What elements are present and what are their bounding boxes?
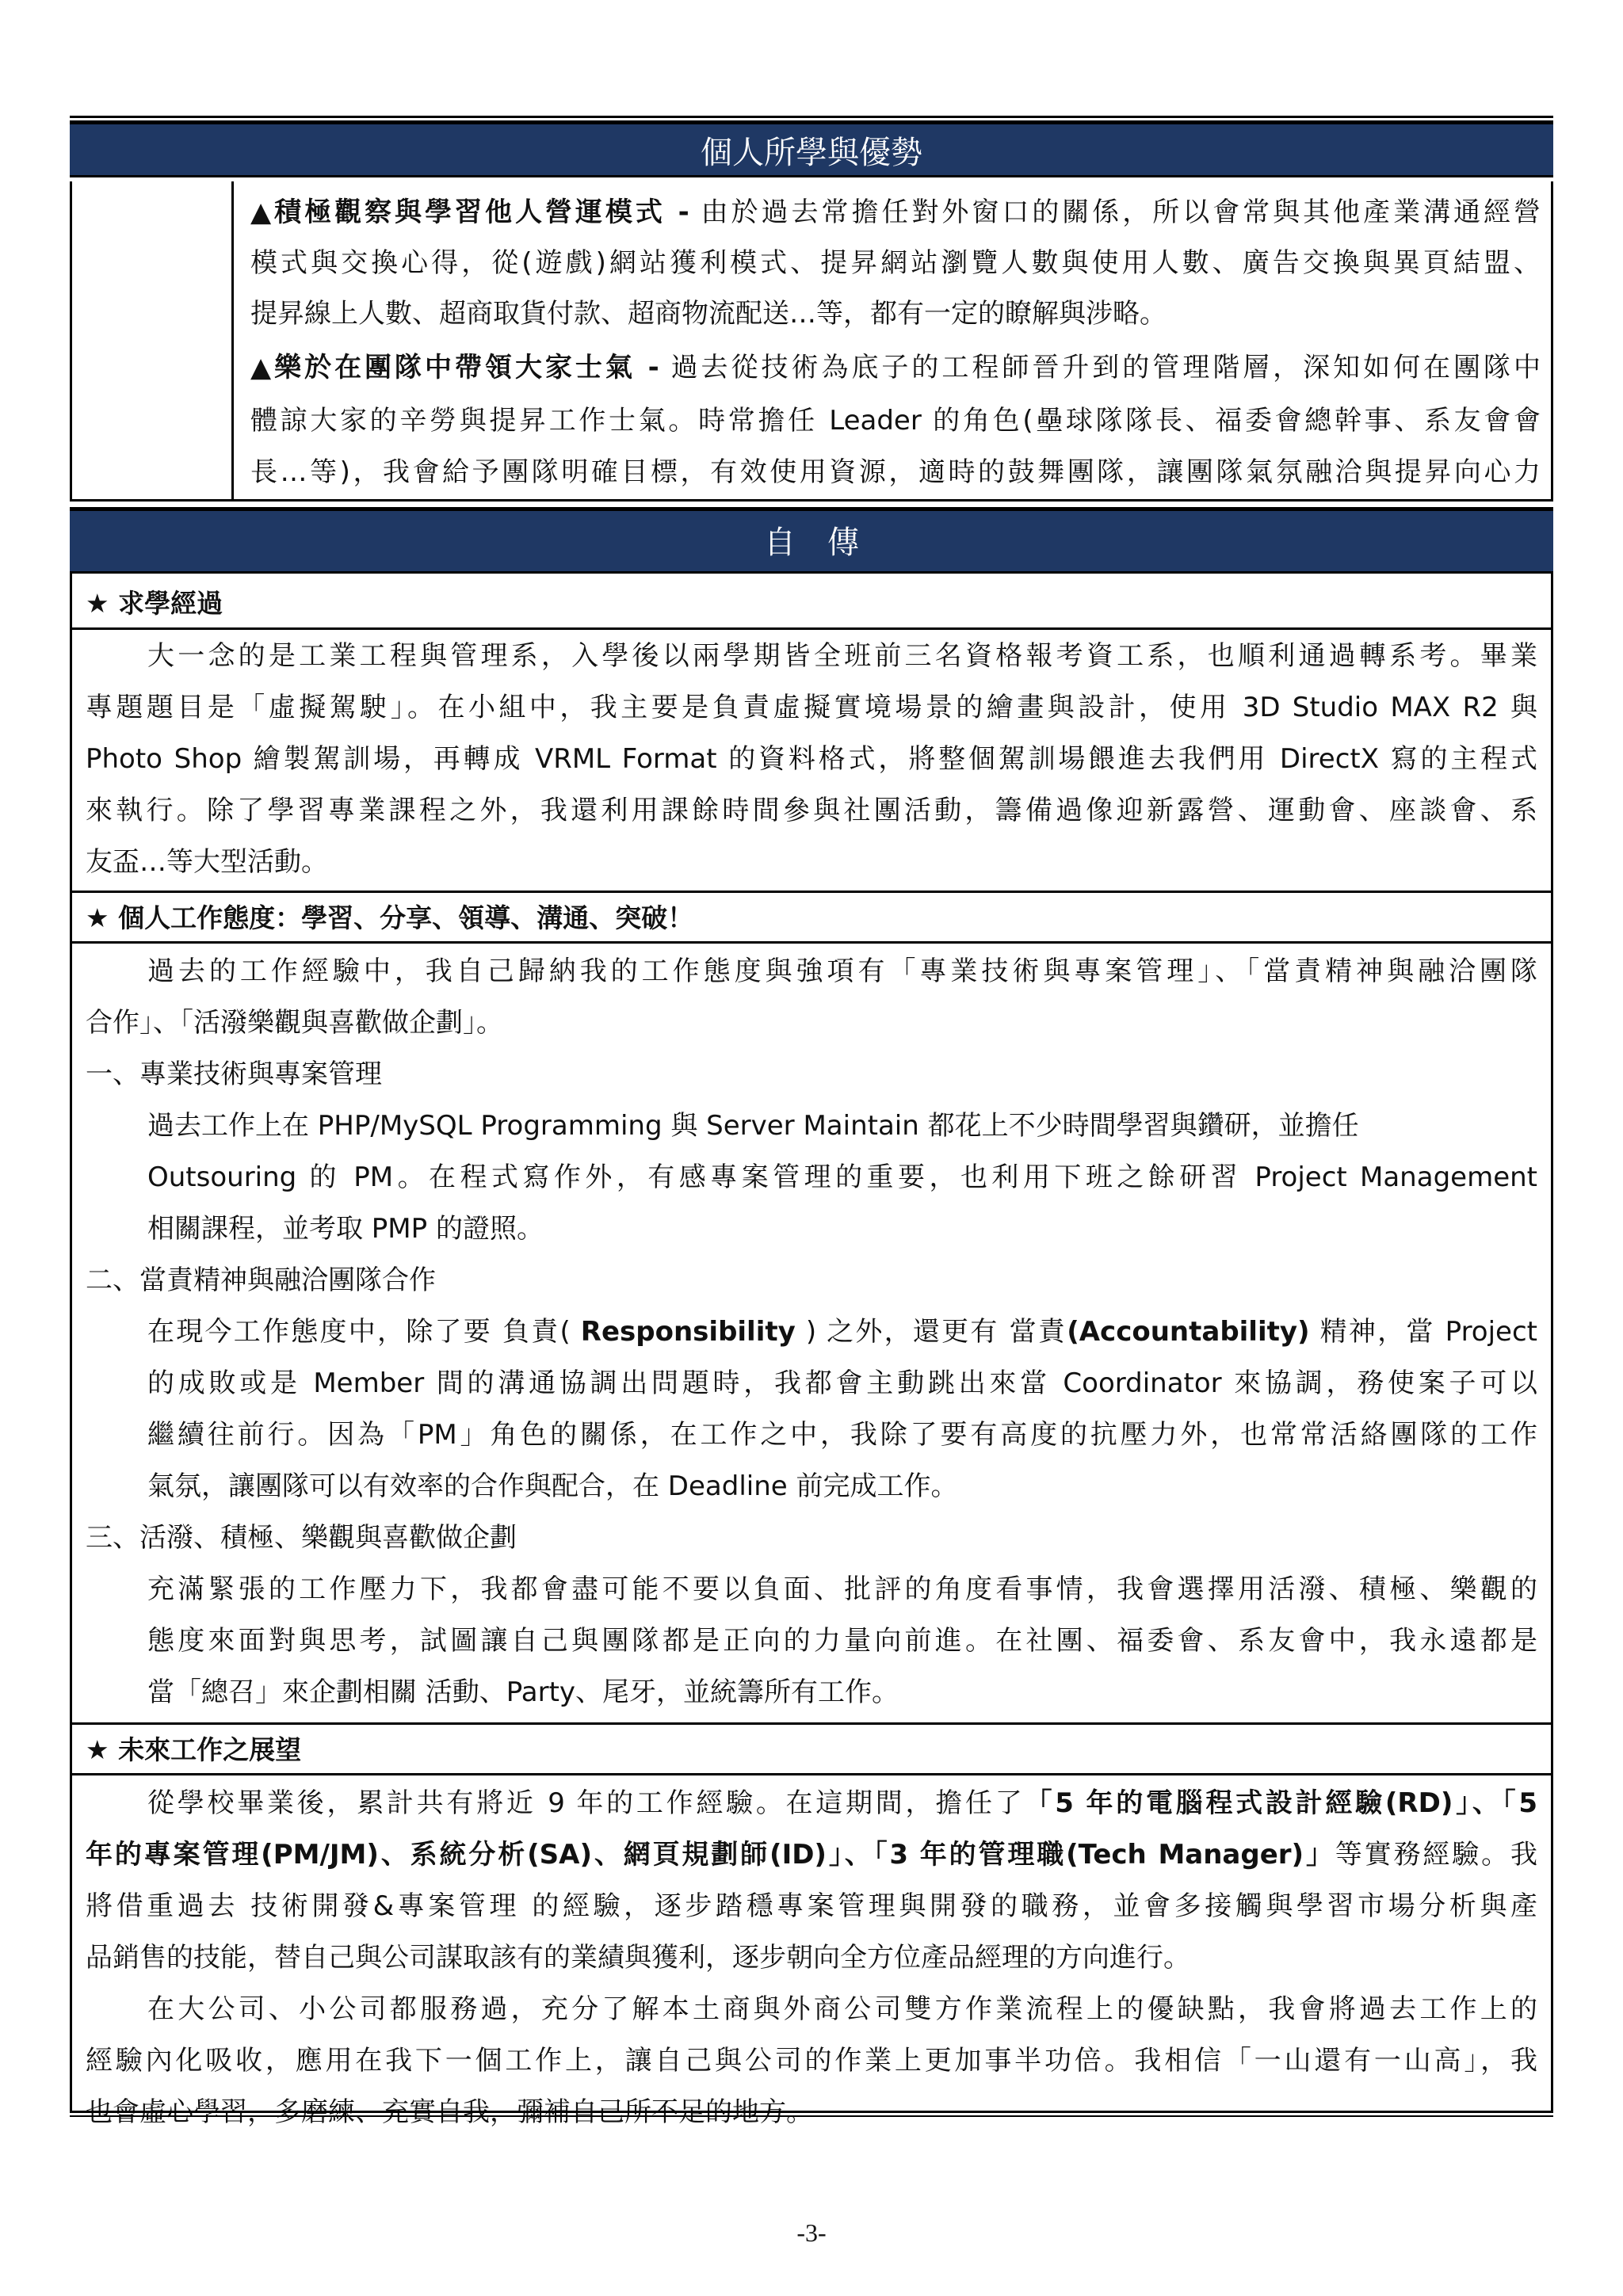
education-line-4: 來執行。除了學習專業課程之外，我還利用課餘時間參與社團活動，籌備過像迎新露營、運動會、座談會、系 (86, 795, 1537, 826)
strength-line-1: ▲積極觀察與學習他人營運模式 - 由於過去常擔任對外窗口的關係，所以會常與其他產業溝通經營 (250, 196, 1541, 228)
attitude-item-3-line-1: 充滿緊張的工作壓力下，我都會盡可能不要以負面、批評的角度看事情，我會選擇用活潑、積極、樂觀的 (147, 1573, 1537, 1605)
subheading-future: ★ 未來工作之展望 (86, 1734, 302, 1765)
rule-under-attitude (70, 941, 1553, 944)
page-number: -3- (796, 2218, 827, 2247)
section-header-autobiography (70, 507, 1553, 574)
future-line-2: 年的專案管理(PM/JM)、系統分析(SA)、網頁規劃師(ID)」、「3 年的管理職(Tech Manager)」等實務經驗。我 (86, 1839, 1537, 1871)
education-line-1: 大一念的是工業工程與管理系，入學後以兩學期皆全班前三名資格報考資工系，也順利通過轉系考。畢業 (147, 640, 1537, 672)
attitude-item-1-line-2: Outsouring 的 PM。在程式寫作外，有感專案管理的重要，也利用下班之餘研習 Project Management (147, 1161, 1537, 1193)
strength-line-6: 長…等)，我會給予團隊明確目標，有效使用資源，適時的鼓舞團隊，讓團隊氣氛融洽與提昇向心力 (250, 456, 1541, 488)
attitude-item-2-line-2: 的成敗或是 Member 間的溝通協調出問題時，我都會主動跳出來當 Coordinator 來協調，務使案子可以 (147, 1367, 1537, 1399)
future-line-1: 從學校畢業後，累計共有將近 9 年的工作經驗。在這期間，擔任了「5 年的電腦程式設計經驗(RD)」、「5 (147, 1787, 1537, 1819)
strength-line-4: ▲樂於在團隊中帶領大家士氣 - 過去從技術為底子的工程師晉升到的管理階層，深知如何在團隊中 (250, 352, 1541, 383)
attitude-item-3-title: 三、活潑、積極、樂觀與喜歡做企劃 (86, 1522, 517, 1554)
attitude-item-2-line-4: 氣氛，讓團隊可以有效率的合作與配合，在 Deadline 前完成工作。 (147, 1470, 958, 1502)
education-line-3: Photo Shop 繪製駕訓場，再轉成 VRML Format 的資料格式，將整個駕訓場餵進去我們用 DirectX 寫的主程式 (86, 743, 1537, 775)
subheading-attitude: ★ 個人工作態度：學習、分享、領導、溝通、突破！ (86, 902, 694, 933)
attitude-item-1-title: 一、專業技術與專案管理 (86, 1058, 382, 1090)
bottom-rule-1 (70, 2111, 1553, 2113)
strengths-bottom-rule (70, 499, 1553, 502)
bottom-rule-2 (70, 2115, 1553, 2117)
strength-line-5: 體諒大家的辛勞與提昇工作士氣。時常擔任 Leader 的角色(壘球隊隊長、福委會總幹事、系友會會 (250, 405, 1541, 437)
attitude-item-1-line-3: 相關課程，並考取 PMP 的證照。 (147, 1213, 544, 1245)
attitude-item-2-line-1: 在現今工作態度中，除了要 負責( Responsibility ) 之外，還更有 當責(Accountability) 精神，當 Project (147, 1316, 1537, 1348)
attitude-item-2-line-3: 繼續往前行。因為「PM」角色的關係，在工作之中，我除了要有高度的抗壓力外，也常常活絡團隊的工作 (147, 1419, 1537, 1451)
future-line-6: 經驗內化吸收，應用在我下一個工作上，讓自己與公司的作業上更加事半功倍。我相信「一山還有一山高」，我 (86, 2045, 1537, 2077)
attitude-item-1-line-1: 過去工作上在 PHP/MySQL Programming 與 Server Maintain 都花上不少時間學習與鑽研，並擔任 (147, 1110, 1359, 1142)
strengths-column-divider (231, 181, 234, 502)
strength-line-3: 提昇線上人數、超商取貨付款、超商物流配送…等，都有一定的瞭解與涉略。 (250, 298, 1167, 330)
education-line-5: 友盃…等大型活動。 (86, 846, 328, 878)
attitude-item-2-title: 二、當責精神與融洽團隊合作 (86, 1264, 436, 1296)
strength-line-2: 模式與交換心得，從(遊戲)網站獲利模式、提昇網站瀏覽人數與使用人數、廣告交換與異頁結盟、 (250, 247, 1541, 279)
attitude-item-3-line-3: 當「總召」來企劃相關 活動、Party、尾牙，並統籌所有工作。 (147, 1676, 899, 1708)
attitude-line-1: 過去的工作經驗中，我自己歸納我的工作態度與強項有「專業技術與專案管理」、「當責精神與融洽團隊 (147, 955, 1537, 987)
education-line-2: 專題題目是「虛擬駕駛」。在小組中，我主要是負責虛擬實境場景的繪畫與設計，使用 3D Studio MAX R2 與 (86, 692, 1537, 723)
future-line-4: 品銷售的技能，替自己與公司謀取該有的業績與獲利，逐步朝向全方位產品經理的方向進行。 (86, 1942, 1190, 1974)
future-line-3: 將借重過去 技術開發&專案管理 的經驗，逐步踏穩專案管理與開發的職務，並會多接觸與學習市場分析與產 (86, 1890, 1537, 1922)
section-header-strengths (70, 120, 1553, 177)
attitude-line-2: 合作」、「活潑樂觀與喜歡做企劃」。 (86, 1007, 503, 1039)
rule-above-future (70, 1722, 1553, 1725)
top-rule (70, 116, 1553, 118)
attitude-item-3-line-2: 態度來面對與思考，試圖讓自己與團隊都是正向的力量向前進。在社團、福委會、系友會中，我永遠都是 (147, 1625, 1537, 1657)
rule-under-future (70, 1773, 1553, 1775)
section-title-strengths: 個人所學與優勢 (701, 135, 922, 171)
subheading-education: ★ 求學經過 (86, 588, 223, 619)
rule-under-education (70, 627, 1553, 630)
future-line-5: 在大公司、小公司都服務過，充分了解本土商與外商公司雙方作業流程上的優缺點，我會將過去工作上的 (147, 1993, 1537, 2025)
section-title-autobiography: 自 傳 (764, 524, 859, 561)
rule-above-attitude (70, 891, 1553, 893)
